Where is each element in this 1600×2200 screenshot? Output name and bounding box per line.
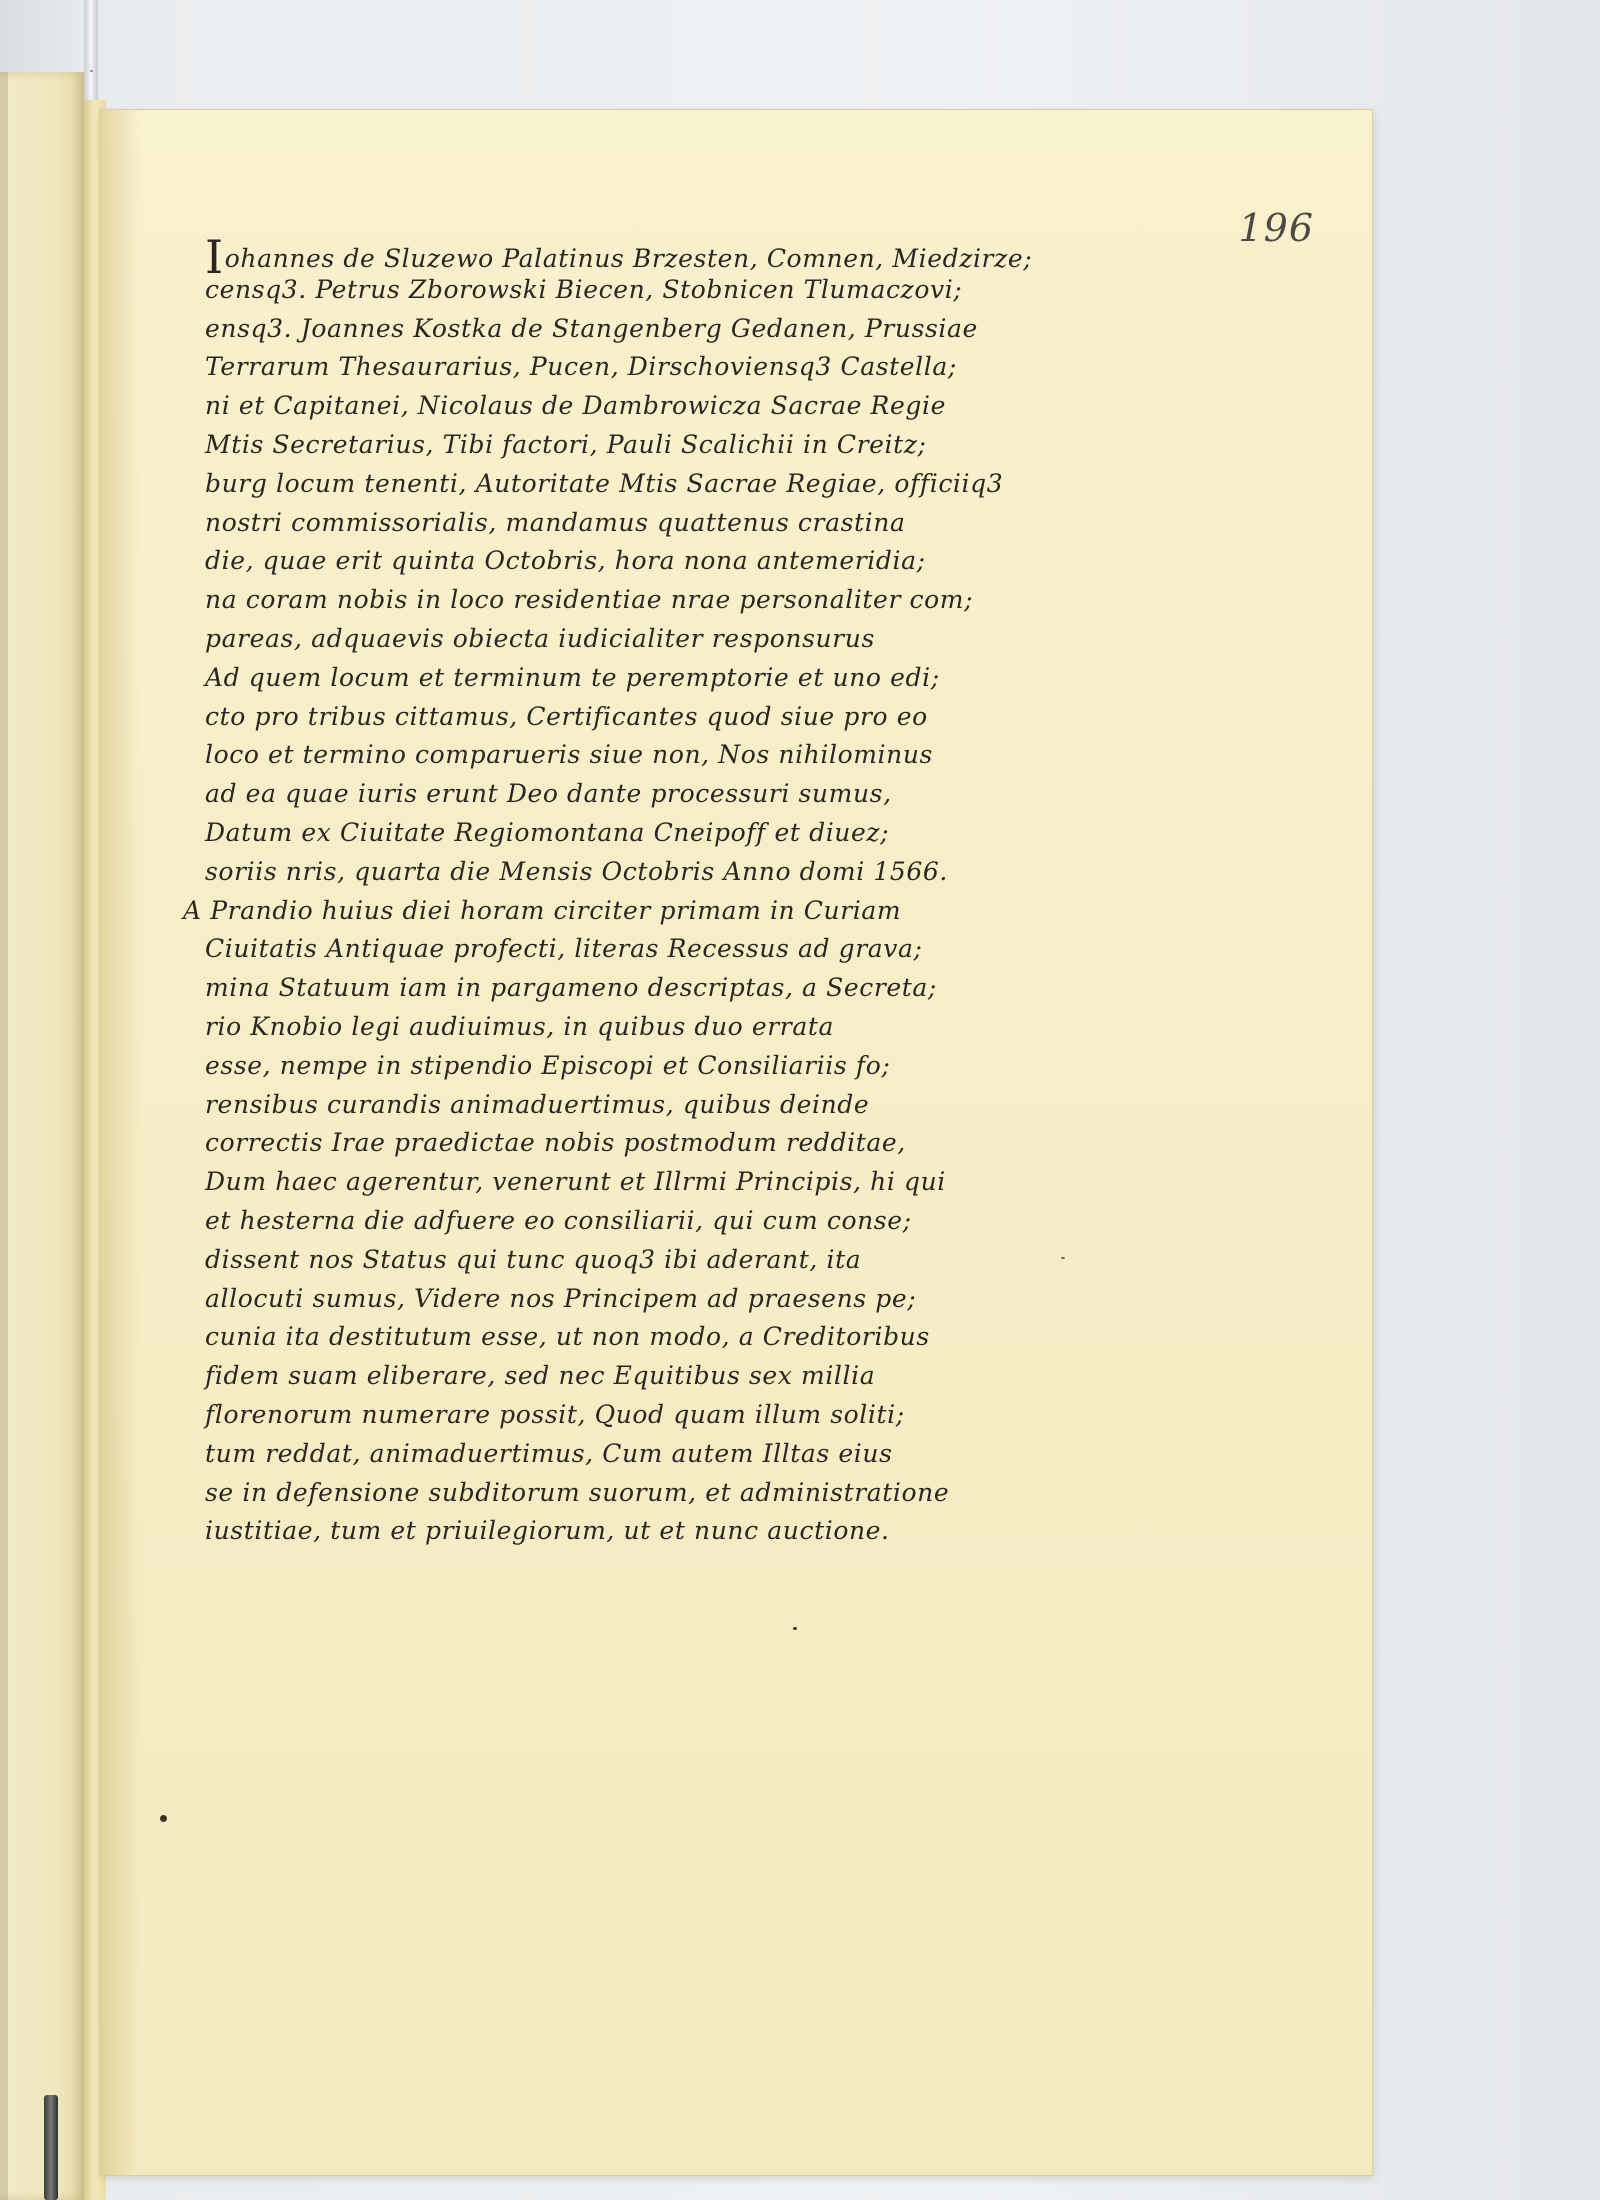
text-line: ad ea quae iuris erunt Deo dante processuri sumus, — [205, 779, 892, 809]
text-line: cto pro tribus cittamus, Certificantes quod siue pro eo — [205, 701, 928, 731]
manuscript-text — [183, 230, 1165, 1551]
text-line: esse, nempe in stipendio Episcopi et Consiliariis fo; — [205, 1050, 891, 1080]
text-line: ni et Capitanei, Nicolaus de Dambrowicza Sacrae Regie — [205, 391, 946, 421]
text-line: Mtis Secretarius, Tibi factori, Pauli Scalichii in Creitz; — [205, 429, 927, 459]
text-line: rensibus curandis animaduertimus, quibus deinde — [205, 1089, 870, 1119]
ink-speck — [90, 70, 93, 72]
left-page-edge-shadow — [0, 72, 8, 2200]
text-line: cunia ita destitutum esse, ut non modo, a Creditoribus — [205, 1322, 930, 1352]
text-line: rio Knobio legi audiuimus, in quibus duo errata — [205, 1011, 835, 1041]
text-line-1-rest: ohannes de Sluzewo Palatinus Brzesten, Comnen, Miedzirze; — [224, 244, 1033, 273]
text-line: nostri commissorialis, mandamus quattenus crastina — [205, 507, 906, 537]
text-line: na coram nobis in loco residentiae nrae personaliter com; — [205, 585, 974, 615]
text-line: dissent nos Status qui tunc quoq3 ibi aderant, ita — [205, 1244, 862, 1274]
text-line: florenorum numerare possit, Quod quam illum soliti; — [205, 1399, 905, 1429]
text-line-1 — [205, 230, 1165, 284]
text-line: Ad quem locum et terminum te peremptorie et uno edi; — [205, 662, 940, 692]
text-line-paragraph-start: A Prandio huius diei horam circiter primam in Curiam — [183, 895, 902, 925]
text-line: allocuti sumus, Videre nos Principem ad praesens pe; — [205, 1283, 917, 1313]
text-line: et hesterna die adfuere eo consiliarii, qui cum conse; — [205, 1205, 912, 1235]
ink-speck — [793, 1627, 797, 1630]
text-line: Ciuitatis Antiquae profecti, literas Recessus ad grava; — [205, 934, 923, 964]
ink-blot — [160, 1815, 167, 1822]
initial-letter: I — [205, 230, 224, 284]
left-facing-page — [0, 72, 84, 2200]
ink-speck — [1061, 1257, 1065, 1259]
text-line: Dum haec agerentur, venerunt et Illrmi Principis, hi qui — [205, 1167, 946, 1197]
text-line: fidem suam eliberare, sed nec Equitibus sex millia — [205, 1361, 876, 1391]
text-line: tum reddat, animaduertimus, Cum autem Illtas eius — [205, 1438, 893, 1468]
folio-number: 196 — [1238, 206, 1314, 250]
text-line: Datum ex Ciuitate Regiomontana Cneipoff et diuez; — [205, 817, 890, 847]
text-line: iustitiae, tum et priuilegiorum, ut et nunc auctione. — [205, 1516, 890, 1546]
text-line: censq3. Petrus Zborowski Biecen, Stobnicen Tlumaczovi; — [205, 274, 963, 304]
text-line: ensq3. Joannes Kostka de Stangenberg Gedanen, Prussiae — [205, 313, 978, 343]
text-line: die, quae erit quinta Octobris, hora nona antemeridia; — [205, 546, 926, 576]
text-line: se in defensione subditorum suorum, et administratione — [205, 1477, 950, 1507]
text-line: burg locum tenenti, Autoritate Mtis Sacrae Regiae, officiiq3 — [205, 468, 1004, 498]
text-line: Terrarum Thesaurarius, Pucen, Dirschoviensq3 Castella; — [205, 352, 957, 382]
text-line: soriis nris, quarta die Mensis Octobris Anno domi 1566. — [205, 856, 948, 886]
text-line: correctis Irae praedictae nobis postmodum redditae, — [205, 1128, 906, 1158]
text-line: pareas, adquaevis obiecta iudicialiter responsurus — [205, 623, 875, 653]
text-line: mina Statuum iam in pargameno descriptas, a Secreta; — [205, 973, 937, 1003]
text-line: loco et termino comparueris siue non, Nos nihilominus — [205, 740, 933, 770]
binding-clip — [44, 2095, 58, 2200]
